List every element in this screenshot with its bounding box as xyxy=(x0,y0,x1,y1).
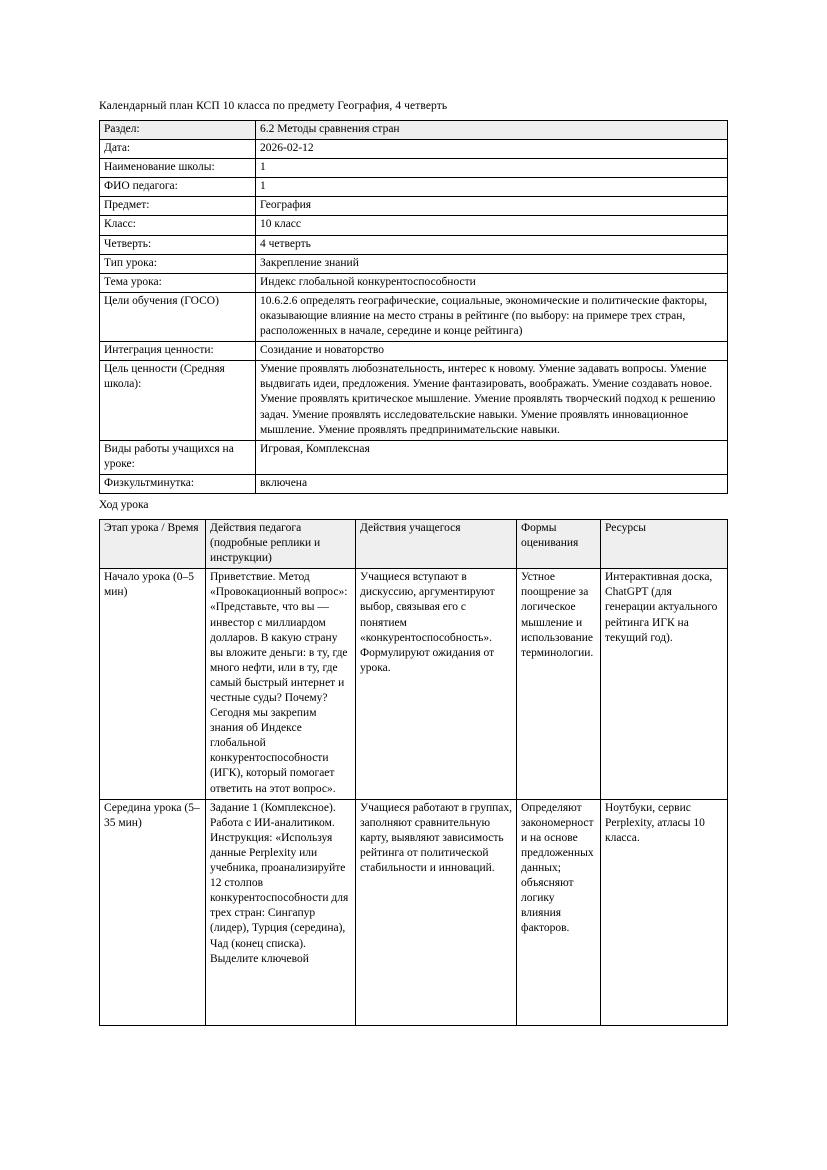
cell-teacher-actions xyxy=(206,799,356,1025)
info-label-cell: Тип урока: xyxy=(100,254,256,273)
cell-student-actions: Учащиеся вступают в дискуссию, аргументируют выбор, связывая его с понятием «конкурентоспособность». Формулируют ожидания от урока. xyxy=(356,569,517,799)
table-row xyxy=(100,254,728,273)
info-label-cell: Цель ценности (Средняя школа): xyxy=(100,361,256,440)
lesson-info-table-body xyxy=(100,121,728,494)
table-row xyxy=(100,440,728,474)
lesson-flow-table xyxy=(99,519,728,1026)
info-label-cell: Виды работы учащихся на уроке: xyxy=(100,440,256,474)
table-row xyxy=(100,159,728,178)
info-label-cell: Цели обучения (ГОСО) xyxy=(100,292,256,341)
info-value-cell: География xyxy=(256,197,728,216)
info-value-cell: 1 xyxy=(256,178,728,197)
cell-teacher-actions-text: Задание 1 (Комплексное). Работа с ИИ-аналитиком. Инструкция: «Используя данные Perplexity или учебника, проанализируйте 12 столпов конкурентоспособности для трех стран: Сингапур (лидер), Турция (середина), Чад (конец списка). Выделите ключевой xyxy=(210,801,349,965)
info-value-cell: Игровая, Комплексная xyxy=(256,440,728,474)
cell-resources-text: Ноутбуки, сервис Perplexity, атласы 10 класса. xyxy=(605,801,705,844)
info-label-cell: Дата: xyxy=(100,140,256,159)
info-value-cell: Умение проявлять любознательность, интерес к новому. Умение задавать вопросы. Умение выдвигать идеи, предложения. Умение фантазировать, воображать. Умение создавать новое. Умение проявлять критическое мышление. Умение проявлять творческий подход к решению задач. Умение проявлять исследовательские навыки. Умение проявлять инновационное мышление. Умение проявлять предпринимательские навыки. xyxy=(256,361,728,440)
lesson-flow-table-body xyxy=(100,569,728,1025)
info-label-cell: Раздел: xyxy=(100,121,256,140)
cell-student-actions-text: Учащиеся работают в группах, заполняют сравнительную карту, выявляют зависимость рейтинга от политической стабильности и инноваций. xyxy=(360,801,513,875)
info-value-cell: 1 xyxy=(256,159,728,178)
table-row xyxy=(100,121,728,140)
info-value-cell: 10.6.2.6 определять географические, социальные, экономические и политические факторы, оказывающие влияние на место страны в рейтинге (по выбору: на примере трех стран, расположенных в начале, середине и конце рейтинга) xyxy=(256,292,728,341)
cell-stage-text: Середина урока (5–35 мин) xyxy=(104,801,200,829)
table-row xyxy=(100,361,728,440)
table-row xyxy=(100,178,728,197)
table-row xyxy=(100,273,728,292)
cell-student-actions xyxy=(356,799,517,1025)
table-header-row xyxy=(100,519,728,568)
info-value-cell: Созидание и новаторство xyxy=(256,342,728,361)
table-row xyxy=(100,216,728,235)
cell-assessment-text: Определяют закономерности на основе предложенных данных; объясняют логику влияния факторов. xyxy=(521,801,594,935)
table-row xyxy=(100,569,728,799)
info-value-cell: Закрепление знаний xyxy=(256,254,728,273)
column-header-student-actions: Действия учащегося xyxy=(356,519,517,568)
info-value-cell: 4 четверть xyxy=(256,235,728,254)
info-value-cell: 2026-02-12 xyxy=(256,140,728,159)
table-row xyxy=(100,799,728,1025)
column-header-teacher-actions: Действия педагога (подробные реплики и инструкции) xyxy=(206,519,356,568)
info-value-cell: включена xyxy=(256,474,728,493)
table-row xyxy=(100,292,728,341)
lesson-info-table xyxy=(99,120,728,494)
cell-resources xyxy=(601,799,728,1025)
cell-assessment: Устное поощрение за логическое мышление и использование терминологии. xyxy=(517,569,601,799)
info-label-cell: Класс: xyxy=(100,216,256,235)
cell-teacher-actions: Приветствие. Метод «Провокационный вопрос»: «Представьте, что вы — инвестор с миллиардом долларов. В какую страну вы вложите деньги: в ту, где много нефти, или в ту, где самый быстрый интернет и честные суды? Почему? Сегодня мы закрепим знания об Индексе глобальной конкурентоспособности (ИГК), который помогает ответить на этот вопрос». xyxy=(206,569,356,799)
table-row xyxy=(100,474,728,493)
table-row xyxy=(100,342,728,361)
lesson-flow-heading: Ход урока xyxy=(99,498,149,511)
info-label-cell: ФИО педагога: xyxy=(100,178,256,197)
info-label-cell: Четверть: xyxy=(100,235,256,254)
cell-stage: Начало урока (0–5 мин) xyxy=(100,569,206,799)
lesson-flow-table-head xyxy=(100,519,728,568)
cell-resources: Интерактивная доска, ChatGPT (для генерации актуального рейтинга ИГК на текущий год). xyxy=(601,569,728,799)
column-header-resources: Ресурсы xyxy=(601,519,728,568)
info-label-cell: Интеграция ценности: xyxy=(100,342,256,361)
cell-stage xyxy=(100,799,206,1025)
page-title: Календарный план КСП 10 класса по предмету География, 4 четверть xyxy=(99,100,448,112)
table-row xyxy=(100,140,728,159)
info-value-cell: 10 класс xyxy=(256,216,728,235)
table-row xyxy=(100,197,728,216)
info-value-cell: Индекс глобальной конкурентоспособности xyxy=(256,273,728,292)
table-row xyxy=(100,235,728,254)
info-label-cell: Тема урока: xyxy=(100,273,256,292)
cell-assessment xyxy=(517,799,601,1025)
info-label-cell: Предмет: xyxy=(100,197,256,216)
info-label-cell: Физкультминутка: xyxy=(100,474,256,493)
info-value-cell: 6.2 Методы сравнения стран xyxy=(256,121,728,140)
info-label-cell: Наименование школы: xyxy=(100,159,256,178)
column-header-assessment: Формы оценивания xyxy=(517,519,601,568)
column-header-stage: Этап урока / Время xyxy=(100,519,206,568)
